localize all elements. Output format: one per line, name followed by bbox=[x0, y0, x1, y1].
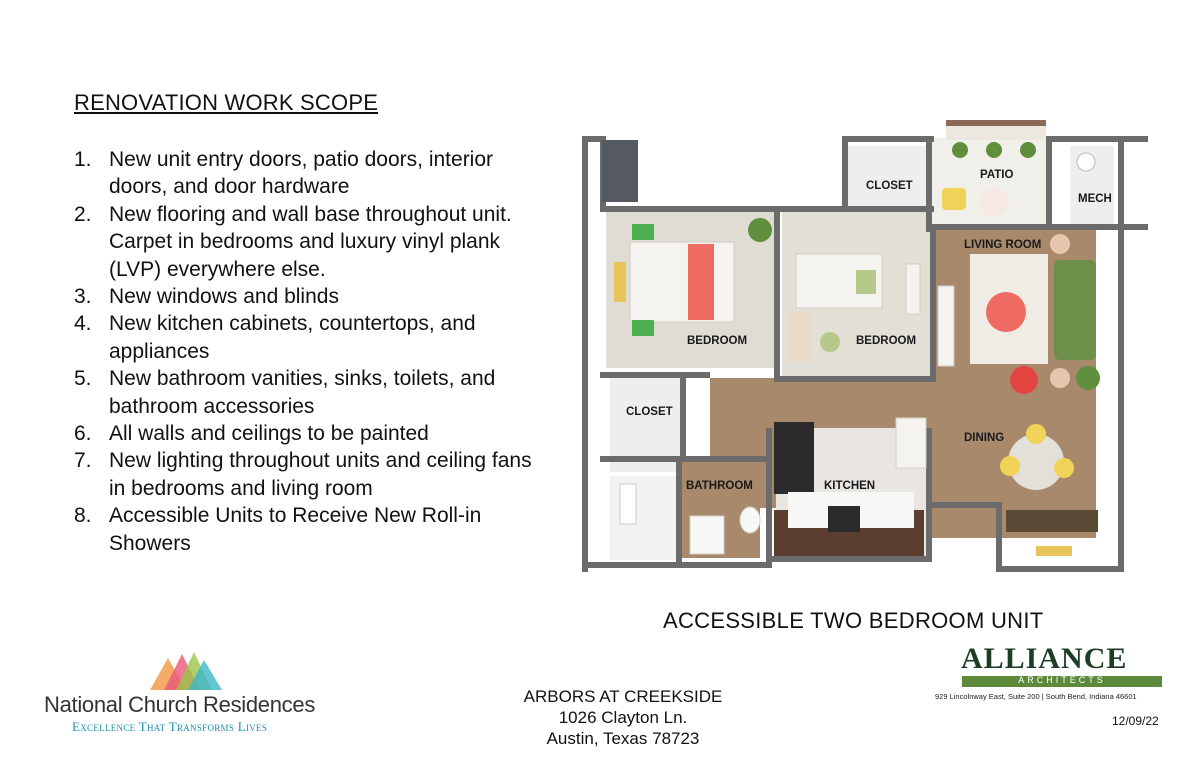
desk bbox=[788, 312, 812, 362]
side-table bbox=[1050, 234, 1070, 254]
dining-chair bbox=[1000, 456, 1020, 476]
armchair bbox=[1010, 366, 1038, 394]
sofa bbox=[1054, 260, 1096, 360]
label-closet-top: CLOSET bbox=[866, 180, 913, 192]
plant-icon bbox=[1020, 142, 1036, 158]
patio-rail bbox=[946, 120, 1046, 126]
owner-name: National Church Residences bbox=[44, 692, 316, 717]
scope-item: 5. New bathroom vanities, sinks, toilets, and bathroom accessories bbox=[74, 367, 496, 418]
bed-1 bbox=[630, 242, 734, 322]
dining-chair bbox=[1054, 458, 1074, 478]
floor-plan-title: ACCESSIBLE TWO BEDROOM UNIT bbox=[663, 608, 1044, 633]
tv-console bbox=[938, 286, 954, 366]
plant-icon bbox=[748, 218, 772, 242]
label-patio: PATIO bbox=[980, 169, 1014, 181]
entry-mat bbox=[1036, 546, 1072, 556]
range bbox=[828, 506, 860, 532]
architect-subtitle: ARCHITECTS bbox=[1018, 675, 1106, 685]
label-bathroom: BATHROOM bbox=[686, 480, 753, 492]
plant-icon bbox=[1076, 366, 1100, 390]
plant-icon bbox=[952, 142, 968, 158]
scope-item: 3. New windows and blinds bbox=[74, 285, 339, 309]
scope-list bbox=[74, 146, 534, 557]
water-heater-icon bbox=[1077, 153, 1095, 171]
dining-chair bbox=[1026, 424, 1046, 444]
stone-column bbox=[602, 140, 638, 202]
plan-date: 12/09/22 bbox=[1112, 714, 1159, 728]
coffee-table bbox=[986, 292, 1026, 332]
patio-table bbox=[980, 188, 1008, 216]
patio-chair bbox=[942, 188, 966, 210]
label-dining: DINING bbox=[964, 432, 1005, 444]
bed-1-rug bbox=[614, 262, 626, 302]
dresser bbox=[906, 264, 920, 314]
owner-tagline: Excellence That Transforms Lives bbox=[72, 719, 268, 734]
label-living-room: LIVING ROOM bbox=[964, 239, 1042, 251]
toilet-icon bbox=[740, 507, 760, 533]
scope-item: 7. New lighting throughout units and ceiling fans in bedrooms and living room bbox=[74, 449, 532, 500]
vanity bbox=[690, 516, 724, 554]
bed-1-nightstand-2 bbox=[632, 320, 654, 336]
label-kitchen: KITCHEN bbox=[824, 480, 876, 492]
plant-icon bbox=[986, 142, 1002, 158]
chair-icon bbox=[820, 332, 840, 352]
scope-item: 8. Accessible Units to Receive New Roll-in Showers bbox=[74, 504, 482, 555]
scope-item: 6. All walls and ceilings to be painted bbox=[74, 422, 429, 446]
scope-item: 2. New flooring and wall base throughout unit. Carpet in bedrooms and luxury vinyl plank (LVP) everywhere else. bbox=[74, 202, 512, 281]
label-mech: MECH bbox=[1078, 193, 1112, 205]
floor-plan bbox=[580, 116, 1160, 580]
overlapping-roofs-logo-icon bbox=[150, 650, 222, 690]
project-info bbox=[493, 686, 753, 749]
closet-top-floor bbox=[848, 146, 930, 212]
kitchen-counter-left bbox=[774, 422, 814, 494]
label-closet-left: CLOSET bbox=[626, 406, 673, 418]
scope-item: 4. New kitchen cabinets, countertops, and appliances bbox=[74, 312, 476, 363]
project-city: Austin, Texas 78723 bbox=[546, 729, 700, 748]
bed-1-nightstand bbox=[632, 224, 654, 240]
project-street: 1026 Clayton Ln. bbox=[558, 708, 688, 727]
bed-2-pillow bbox=[856, 270, 876, 294]
label-bedroom-1: BEDROOM bbox=[687, 335, 748, 347]
architect-address: 929 Lincolnway East, Suite 200 | South Bend, Indiana 46601 bbox=[935, 692, 1137, 701]
shower-bench bbox=[620, 484, 636, 524]
project-name: ARBORS AT CREEKSIDE bbox=[523, 687, 723, 706]
side-table-2 bbox=[1050, 368, 1070, 388]
planter-bench bbox=[1006, 510, 1098, 532]
scope-heading: RENOVATION WORK SCOPE bbox=[74, 90, 379, 115]
scope-item: 1. New unit entry doors, patio doors, interior doors, and door hardware bbox=[74, 148, 494, 199]
bed-1-blanket bbox=[688, 244, 714, 320]
refrigerator bbox=[896, 418, 926, 468]
label-bedroom-2: BEDROOM bbox=[856, 335, 917, 347]
architect-name: ALLIANCE bbox=[961, 642, 1128, 675]
